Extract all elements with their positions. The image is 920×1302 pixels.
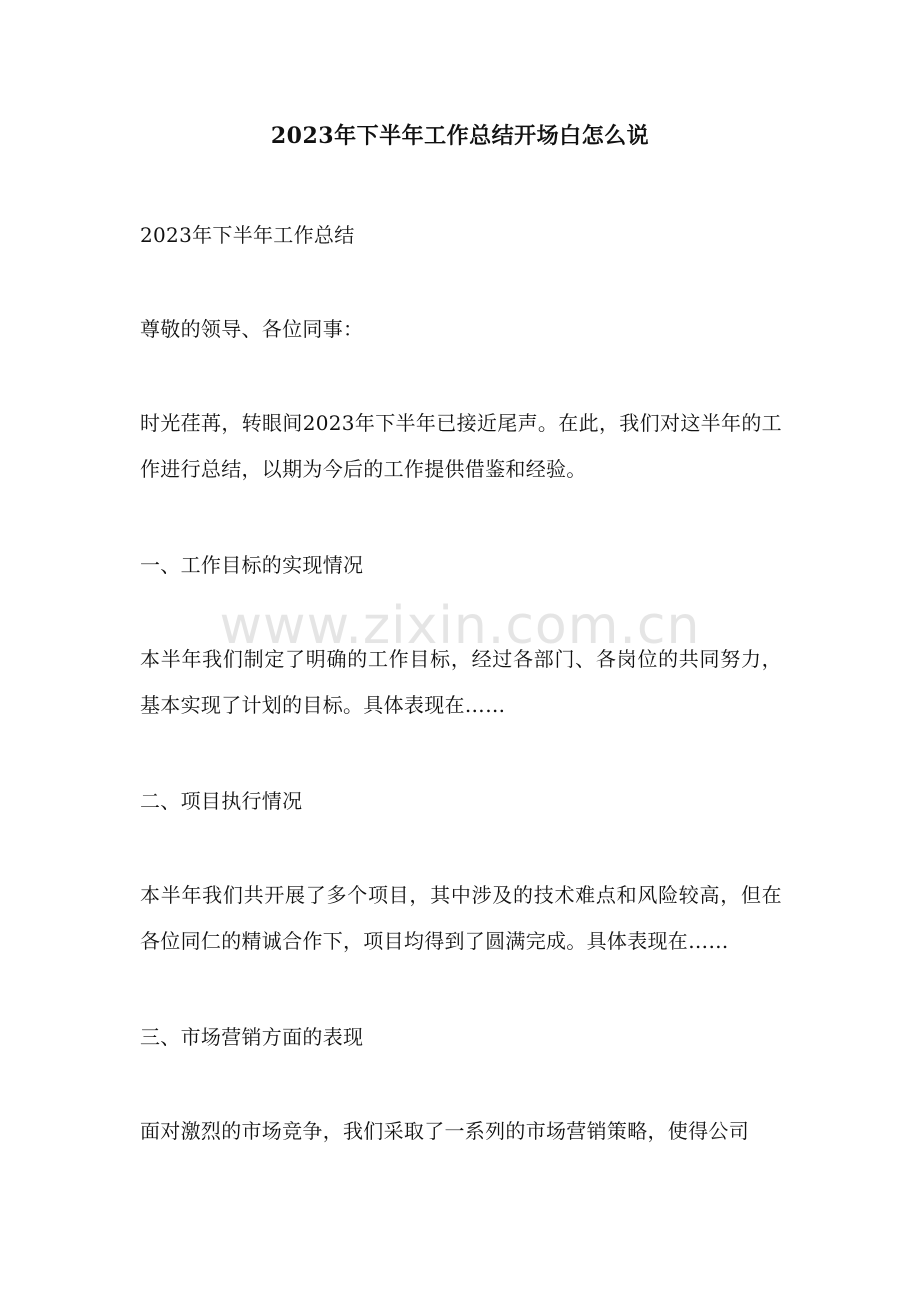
document-title: 2023年下半年工作总结开场白怎么说 <box>270 123 650 149</box>
section-heading-1: 一、工作目标的实现情况 <box>140 553 364 577</box>
section-body-1: 本半年我们制定了明确的工作目标，经过各部门、各岗位的共同努力，基本实现了计划的目标。具体表现在…… <box>140 647 782 717</box>
watermark: www.zixin.com.cn <box>219 596 701 656</box>
section-body-2: 本半年我们共开展了多个项目，其中涉及的技术难点和风险较高，但在各位同仁的精诚合作下，项目均得到了圆满完成。具体表现在…… <box>140 883 782 953</box>
section-heading-3: 三、市场营销方面的表现 <box>140 1025 364 1049</box>
salutation-paragraph: 尊敬的领导、各位同事： <box>140 317 364 341</box>
subtitle-paragraph: 2023年下半年工作总结 <box>140 223 355 247</box>
section-body-3: 面对激烈的市场竞争，我们采取了一系列的市场营销策略，使得公司 <box>140 1119 749 1143</box>
section-heading-2: 二、项目执行情况 <box>140 789 303 813</box>
intro-paragraph: 时光荏苒，转眼间2023年下半年已接近尾声。在此，我们对这半年的工作进行总结，以期为今后的工作提供借鉴和经验。 <box>140 411 782 481</box>
